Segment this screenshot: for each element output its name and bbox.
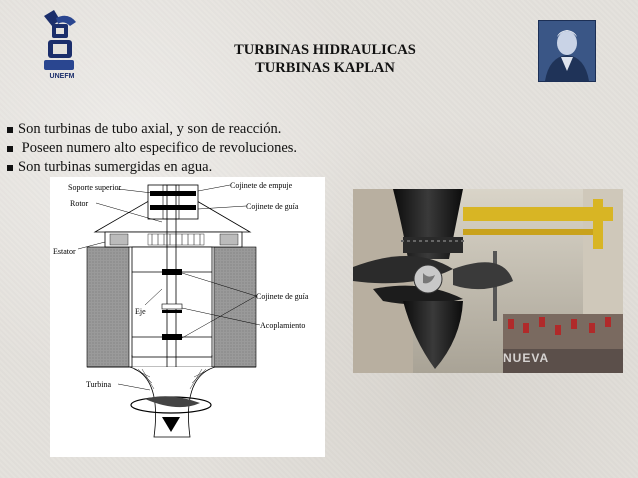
logo-text: UNEFM xyxy=(49,73,75,80)
square-bullet-icon xyxy=(7,165,13,171)
label-cojinete-empuje: Cojinete de empuje xyxy=(230,181,293,190)
label-rotor: Rotor xyxy=(70,199,89,208)
page-title xyxy=(190,41,460,77)
label-cojinete-guia-top: Cojinete de guía xyxy=(246,202,299,211)
portrait-image xyxy=(538,20,596,82)
bullet-item: Poseen numero alto especifico de revoluciones. xyxy=(7,139,297,158)
label-eje: Eje xyxy=(135,307,146,316)
photo-watermark: NUEVA xyxy=(503,351,550,365)
title-line-1: TURBINAS HIDRAULICAS xyxy=(234,42,416,58)
square-bullet-icon xyxy=(7,146,13,152)
title-line-2: TURBINAS KAPLAN xyxy=(255,60,395,76)
diagram-drawing xyxy=(50,177,325,457)
bullet-item: Son turbinas sumergidas en agua. xyxy=(7,158,297,177)
label-cojinete-guia-mid: Cojinete de guía xyxy=(256,292,309,301)
kaplan-diagram xyxy=(50,177,325,457)
label-acoplamiento: Acoplamiento xyxy=(260,321,306,330)
bullet-item: Son turbinas de tubo axial, y son de reacción. xyxy=(7,120,297,139)
bullet-list xyxy=(7,120,297,177)
label-estator: Estator xyxy=(53,247,76,256)
label-soporte-superior: Soporte superior xyxy=(68,183,122,192)
kaplan-turbine-photo xyxy=(353,189,623,373)
square-bullet-icon xyxy=(7,127,13,133)
label-turbina: Turbina xyxy=(86,380,112,389)
